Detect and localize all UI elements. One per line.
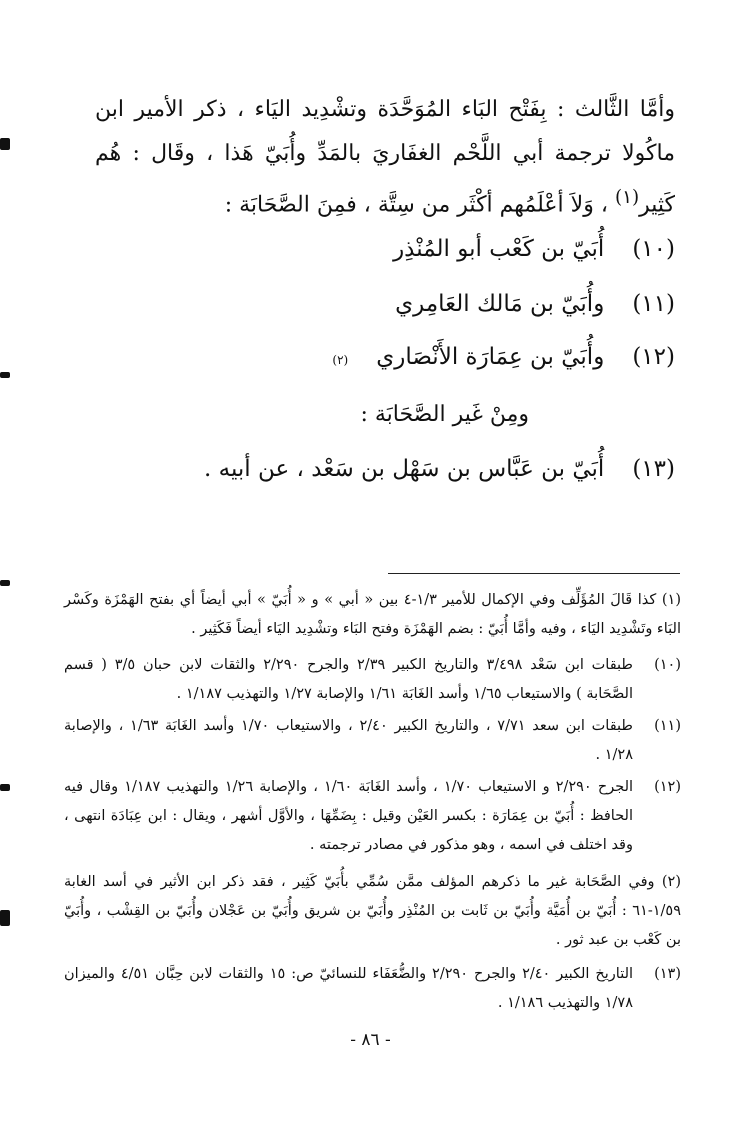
footnote-ref: (٢) [332,353,349,367]
margin-mark [0,580,10,586]
footnote-text: (١) كذا قَالَ المُؤَلِّف وفي الإكمال للأمير ١/٣-٤ بين « أبي » و « أُبَيّ » أبي أيضاً أي بفتح الهَمْزَة وكَسْر البَاء وتَشْدِيد اليَاء ، وفيه وأمَّا أُبَيّ : بضم الهَمْزَة وفتح البَاء وتشْدِيد اليَاء أيضاً فَكَثِير . [64,592,681,637]
entry-text: أُبَيّ بن كَعْب أبو المُنْذِر [393,236,605,262]
intro-tail: ، وَلاَ أعْلَمُهم أكْثَر من سِتَّة ، فمِنَ الصَّحَابَة : [224,192,608,218]
intro-paragraph [95,88,675,227]
entry-11 [395,291,675,317]
subheading: ومِنْ غَير الصَّحَابَة : [360,402,529,427]
entry-number: (١٠) [632,236,675,262]
footnote-number: (١٣) [654,966,681,982]
entry-text: أُبَيّ بن عَبَّاس بن سَهْل بن سَعْد ، عن أبيه . [204,456,605,482]
footnote-1 [64,586,681,644]
footnote-2 [64,868,681,955]
entry-13 [204,456,675,482]
entry-number: (١٢) [632,344,675,370]
footnote-text: (٢) وفي الصَّحَابة غير ما ذكرهم المؤلف ممَّن سُمِّي بأُبَيّ كَثِير ، فقد ذكر ابن الأثير في أسد الغابة ١/٥٩-٦١ : أُبَيّ بن أُمَيَّة وأُبَيّ بن ثَابت بن المُنْذِر وأُبَيّ بن شريق وأُبَيّ بن عَجْلان وأُبَيّ بن القِشْب ، وأُبَيّ بن كَعْب بن عبد ثور . [64,874,681,948]
margin-mark [0,910,10,926]
footnote-11 [64,712,681,770]
footnote-divider [388,573,680,574]
footnote-text: الجرح ٢/٢٩٠ و الاستيعاب ١/٧٠ ، وأسد الغَابَة ١/٦٠ ، والإصابة ١/٢٦ والتهذيب ١/١٨٧ وقال فيه الحافظ : أُبَيّ بن عِمَارَة : بكسر العَيْن وقيل : بِضَمِّهَا ، والأوَّل أشهر ، ويقال : ابن عِبَادَة انتهى ، وقد اختلف في اسمه ، وهو مذكور في مصادر ترجمته . [64,779,634,853]
footnote-10 [64,651,681,709]
footnote-13 [64,960,681,1018]
entry-number: (١٣) [632,456,675,482]
margin-mark [0,138,10,150]
footnote-12 [64,773,681,860]
footnote-number: (١١) [654,718,681,734]
footnote-number: (١٠) [654,657,681,673]
footnote-number: (١٢) [654,779,681,795]
intro-text: وأمَّا الثَّالث : بِفَتْح البَاء المُوَحَّدَة وتشْدِيد اليَاء ، ذكر الأمير ابن ماكُولا ترجمة أبي اللَّحْم الغفَاريَ بالمَدِّ وأُبَيّ هَذا ، وقَال : هُم كَثِير [95,97,675,218]
footnote-text: التاريخ الكبير ٢/٤٠ والجرح ٢/٢٩٠ والضُّعَفَاء للنسائيّ ص: ١٥ والثقات لابن حِبَّان ٤/٥١ والميزان ١/٧٨ والتهذيب ١/١٨٦ . [64,966,634,1011]
margin-mark [0,372,10,378]
entry-text: وأُبَيّ بن مَالك العَامِري [395,291,605,317]
entry-10 [393,236,675,262]
margin-mark [0,784,10,791]
entry-text: وأُبَيّ بن عِمَارَة الأَنْصَاري [376,344,605,370]
footnote-text: طبقات ابن سعد ٧/٧١ ، والتاريخ الكبير ٢/٤٠ ، والاستيعاب ١/٧٠ وأسد الغَابَة ١/٦٣ ، والإصابة ١/٢٨ . [64,718,633,763]
page-number: - ٨٦ - [350,1030,391,1050]
entry-12 [332,344,675,370]
footnote-ref: (١) [614,187,640,208]
entry-number: (١١) [632,291,675,317]
footnote-text: طبقات ابن سَعْد ٣/٤٩٨ والتاريخ الكبير ٢/٣٩ والجرح ٢/٢٩٠ والثقات لابن حبان ٣/٥ ( قسم الصَّحَابة ) والاستيعاب ١/٦٥ وأسد الغَابَة ١/٦١ والإصابة ١/٢٧ والتهذيب ١/١٨٧ . [64,657,633,702]
